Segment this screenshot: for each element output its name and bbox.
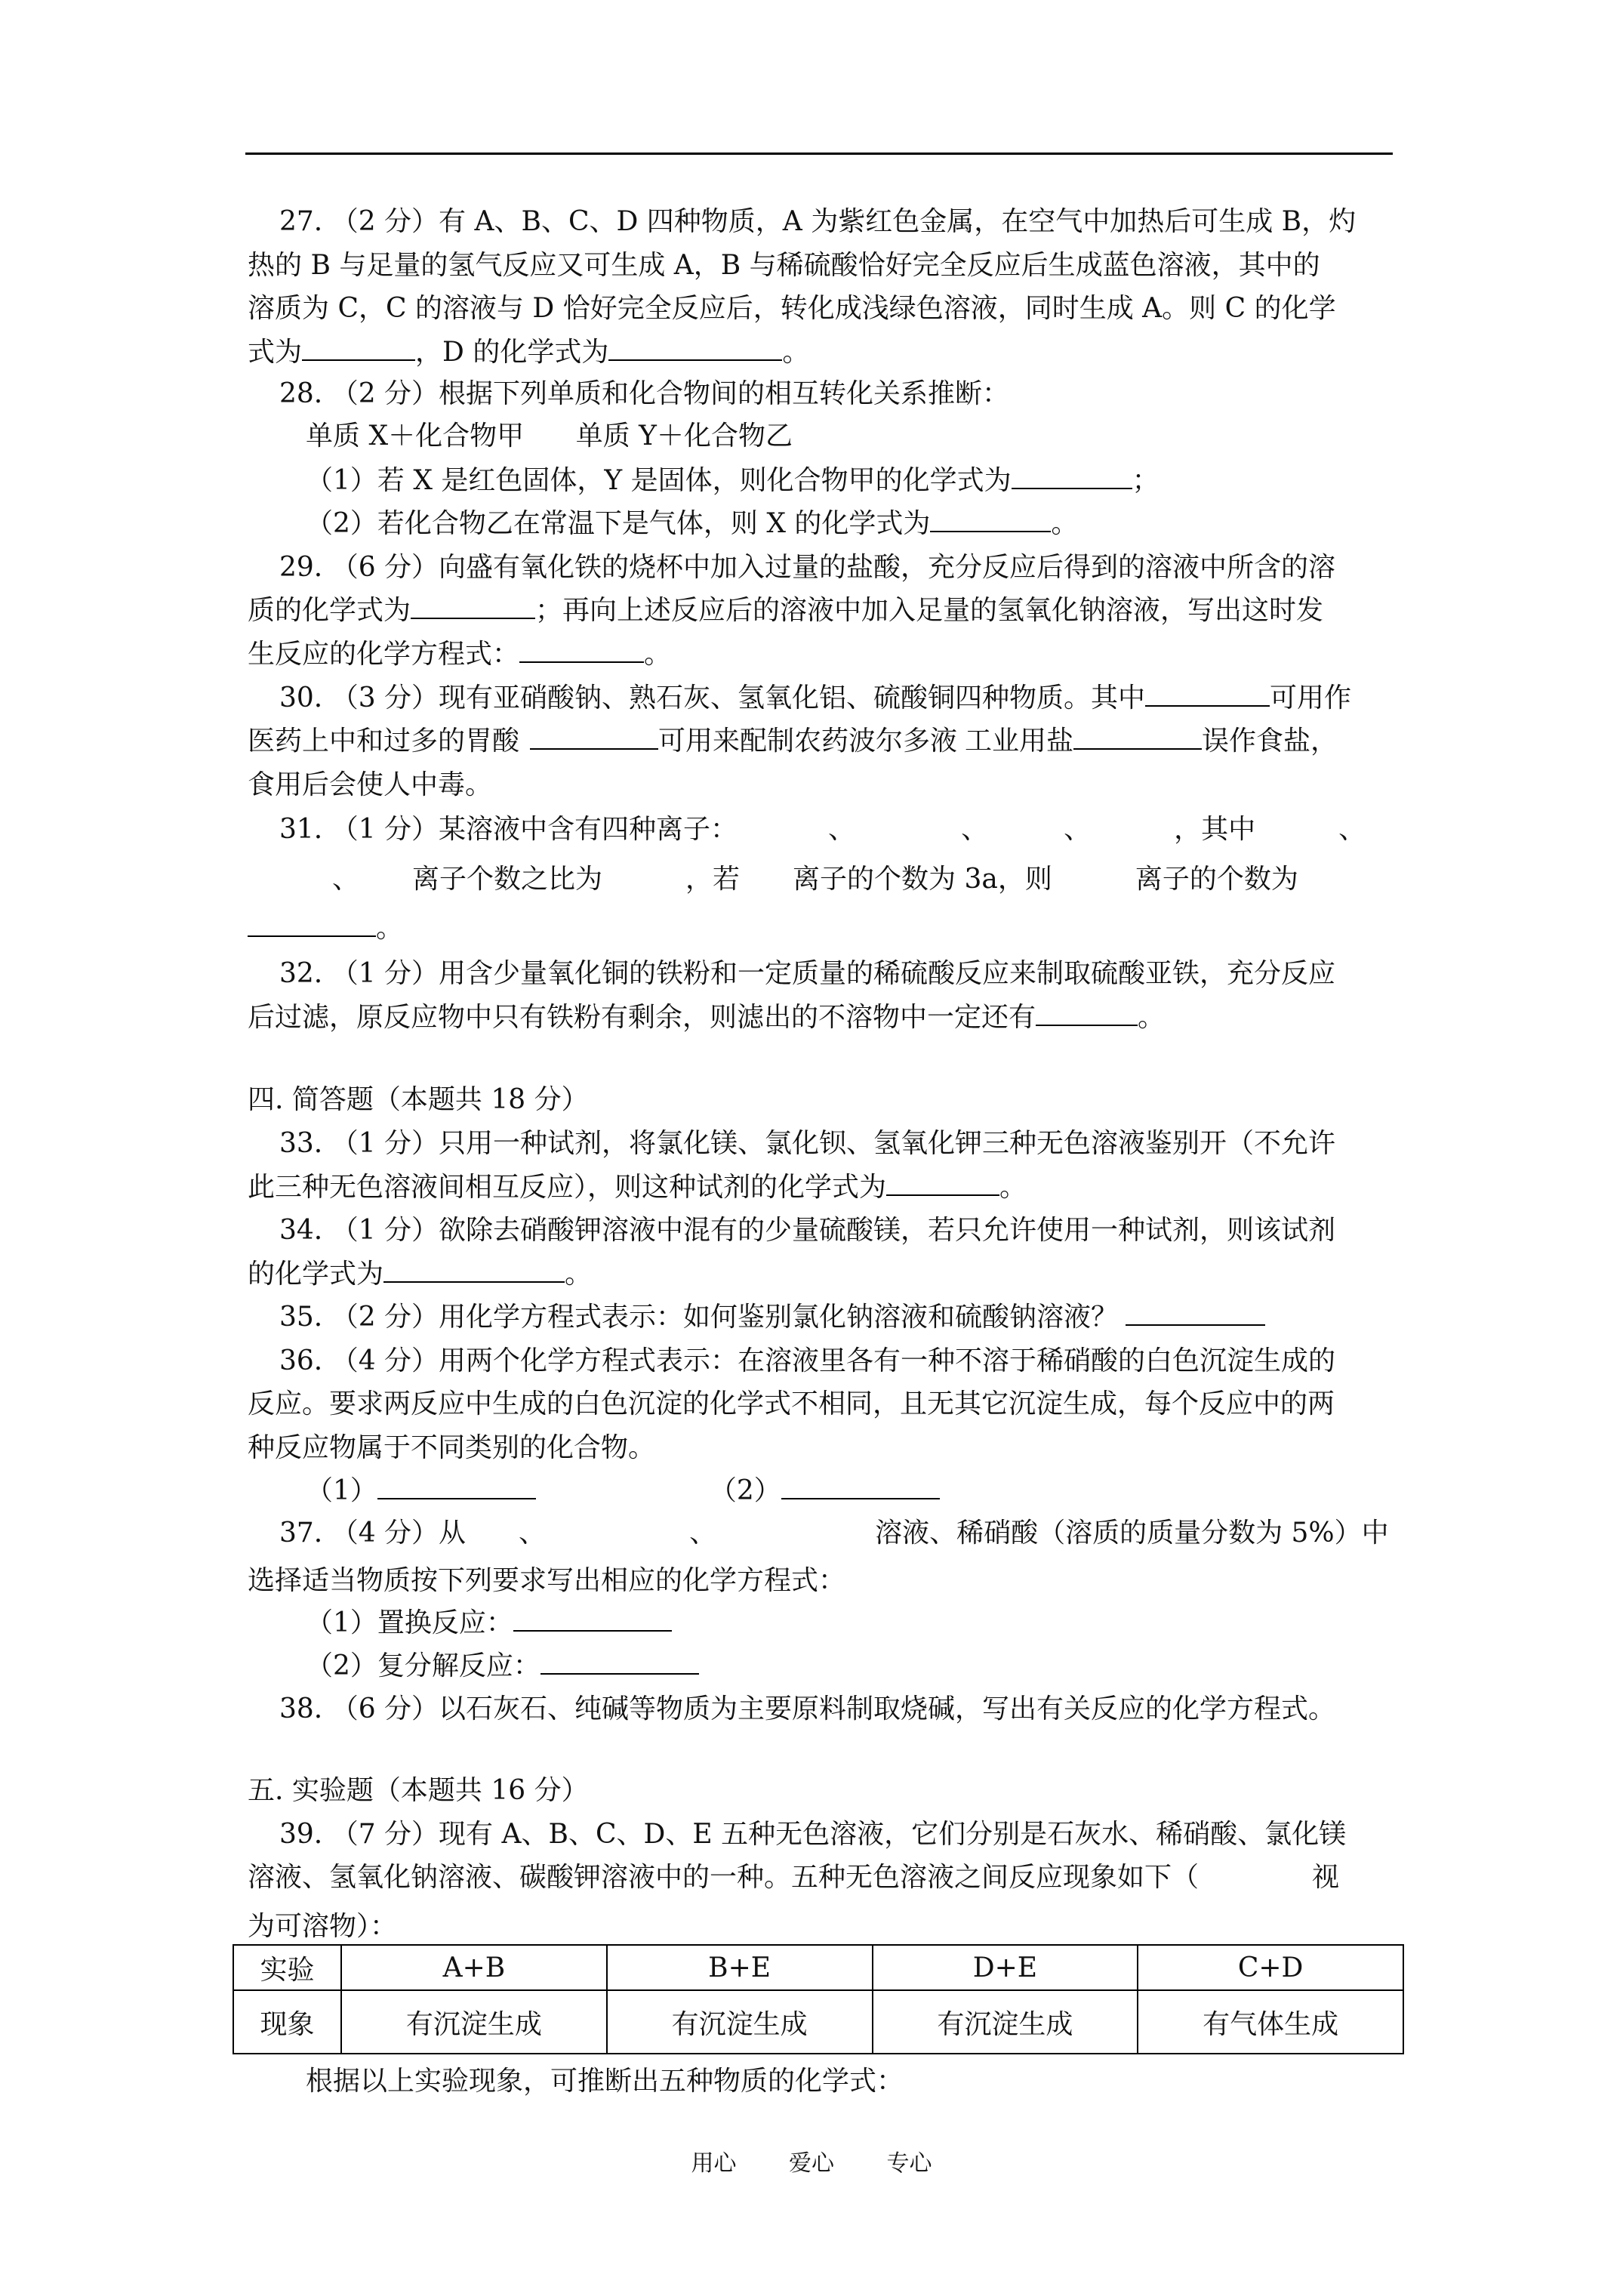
q31-text: 31. （1 分）某溶液中含有四种离子： (279, 814, 738, 845)
q30-line1 (279, 682, 1351, 715)
q39-line2 (248, 1861, 1339, 1894)
table-cell: 实验 (233, 1945, 341, 1990)
q32-text: 后过滤，原反应物中只有铁粉有剩余，则滤出的不溶物中一定还有 (248, 1002, 1036, 1033)
q31-text: 离子个数之比为 (412, 864, 603, 895)
q27-text: 。 (782, 337, 810, 368)
q28-line2: 单质 X＋化合物甲 单质 Y＋化合物乙 (306, 421, 793, 451)
answer-blank[interactable] (781, 1475, 940, 1499)
q33-text: 。 (999, 1172, 1027, 1203)
q30-text: 30. （3 分）现有亚硝酸钠、熟石灰、氢氧化铝、硫酸铜四种物质。其中 (279, 683, 1146, 713)
answer-blank[interactable] (302, 337, 415, 361)
table-cell: C+D (1138, 1945, 1403, 1990)
q37-line3 (306, 1607, 672, 1640)
section-5-heading: 五. 实验题（本题共 16 分） (248, 1775, 589, 1806)
q37-text: 、 (689, 1518, 717, 1549)
q29-text: ；再向上述反应后的溶液中加入足量的氢氧化钠溶液，写出这时发 (535, 595, 1324, 626)
answer-blank[interactable] (1012, 465, 1132, 489)
q32-text: 。 (1138, 1002, 1166, 1033)
answer-blank[interactable] (886, 1172, 999, 1196)
q38-line1: 38. （6 分）以石灰石、纯碱等物质为主要原料制取烧碱，写出有关反应的化学方程式。 (279, 1693, 1336, 1724)
q28-text: （1）若 X 是红色固体，Y 是固体，则化合物甲的化学式为 (306, 465, 1012, 496)
q29-line1: 29. （6 分）向盛有氧化铁的烧杯中加入过量的盐酸，充分反应后得到的溶液中所含的溶 (279, 552, 1336, 583)
answer-blank[interactable] (519, 639, 644, 663)
experiment-table (233, 1944, 1404, 2054)
table-cell: 现象 (233, 1990, 341, 2054)
q33-line2 (248, 1171, 1027, 1204)
q29-line3 (248, 638, 671, 671)
q37-line1 (279, 1517, 1389, 1550)
table-cell: D+E (873, 1945, 1138, 1990)
q32-line2 (248, 1001, 1165, 1034)
q37-text: （2）复分解反应： (306, 1650, 540, 1681)
q27-line1: 27. （2 分）有 A、B、C、D 四种物质，A 为紫红色金属，在空气中加热后可生成 B，灼 (279, 206, 1357, 237)
q30-text: 工业用盐 (965, 726, 1074, 757)
q36-line2: 反应。要求两反应中生成的白色沉淀的化学式不相同，且无其它沉淀生成，每个反应中的两 (248, 1388, 1335, 1419)
q32-line1: 32. （1 分）用含少量氧化铜的铁粉和一定质量的稀硫酸反应来制取硫酸亚铁，充分反应 (279, 958, 1336, 989)
q36-text: （2） (709, 1475, 781, 1506)
q30-text: 可用作 (1270, 683, 1352, 713)
q27-line3: 溶质为 C，C 的溶液与 D 恰好完全反应后，转化成浅绿色溶液，同时生成 A。则 C 的化学 (248, 293, 1336, 324)
table-cell: 有气体生成 (1138, 1990, 1403, 2054)
q31-text: 、 (961, 814, 989, 845)
answer-blank[interactable] (383, 1259, 565, 1283)
q30-text: 可用来配制农药波尔多液 (658, 726, 958, 757)
q28-line4 (306, 507, 1078, 541)
answer-blank[interactable] (1036, 1002, 1138, 1026)
q34-text: 的化学式为 (248, 1259, 384, 1290)
header-rule (245, 153, 1393, 155)
footer-text: 专心 (886, 2150, 932, 2177)
q27-line2: 热的 B 与足量的氢气反应又可生成 A，B 与稀硫酸恰好完全反应后生成蓝色溶液，其中的 (248, 250, 1320, 281)
q37-text: 溶液、稀硝酸（溶质的质量分数为 5%）中 (875, 1518, 1389, 1549)
q39-text: 溶液、氢氧化钠溶液、碳酸钾溶液中的一种。五种无色溶液之间反应现象如下（ (248, 1862, 1200, 1893)
table-cell: A+B (341, 1945, 607, 1990)
q31-text: 离子的个数为 3a，则 (793, 864, 1052, 895)
q37-text: （1）置换反应： (306, 1607, 513, 1638)
q34-line1: 34. （1 分）欲除去硝酸钾溶液中混有的少量硫酸镁，若只允许使用一种试剂，则该试剂 (279, 1215, 1336, 1246)
q36-line3: 种反应物属于不同类别的化合物。 (248, 1432, 656, 1463)
footer-text: 用心 (691, 2150, 737, 2177)
answer-blank[interactable] (513, 1607, 672, 1632)
answer-blank[interactable] (377, 1475, 536, 1499)
q34-text: 。 (565, 1259, 593, 1290)
q31-line1 (279, 813, 1366, 846)
q37-text: 、 (519, 1518, 547, 1549)
q28-text: ； (1132, 465, 1160, 496)
table-row (233, 1990, 1403, 2054)
q28-line1: 28. （2 分）根据下列单质和化合物间的相互转化关系推断： (279, 378, 1010, 409)
answer-blank[interactable] (1126, 1302, 1265, 1326)
section-4-heading: 四. 简答题（本题共 18 分） (248, 1084, 589, 1115)
q29-text: 生反应的化学方程式： (248, 639, 520, 670)
q31-text: 、 (1064, 814, 1092, 845)
q30-line3: 食用后会使人中毒。 (248, 769, 493, 800)
q31-line3 (248, 912, 403, 945)
q36-text: （1） (306, 1475, 377, 1506)
q29-text: 。 (644, 639, 672, 670)
answer-blank[interactable] (540, 1650, 699, 1675)
q30-text: 误作食盐， (1202, 726, 1338, 757)
q27-text: 式为 (248, 337, 303, 368)
answer-blank[interactable] (248, 913, 376, 937)
q29-text: 质的化学式为 (248, 595, 411, 626)
answer-blank[interactable] (1073, 726, 1202, 750)
q34-line2 (248, 1258, 592, 1291)
q31-line2 (332, 863, 1298, 896)
footer-text: 爱心 (789, 2150, 834, 2177)
q31-text: 、 (828, 814, 856, 845)
q35-text: 35. （2 分）用化学方程式表示：如何鉴别氯化钠溶液和硫酸钠溶液？ (279, 1302, 1119, 1333)
table-cell: 有沉淀生成 (341, 1990, 607, 2054)
table-cell: 有沉淀生成 (873, 1990, 1138, 2054)
q37-line4 (306, 1650, 699, 1683)
q31-text: 、 (1338, 814, 1366, 845)
q37-line2: 选择适当物质按下列要求写出相应的化学方程式： (248, 1565, 846, 1596)
q30-text: 医药上中和过多的胃酸 (248, 726, 520, 757)
q28-text: （2）若化合物乙在常温下是气体，则 X 的化学式为 (306, 508, 931, 539)
q39-line1: 39. （7 分）现有 A、B、C、D、E 五种无色溶液，它们分别是石灰水、稀硝酸、氯化镁 (279, 1819, 1347, 1850)
q33-text: 此三种无色溶液间相互反应），则这种试剂的化学式为 (248, 1172, 887, 1203)
q36-line1: 36. （4 分）用两个化学方程式表示：在溶液里各有一种不溶于稀硝酸的白色沉淀生成的 (279, 1345, 1336, 1376)
q37-text: 37. （4 分）从 (279, 1518, 467, 1549)
q39-line3: 为可溶物）： (248, 1911, 398, 1942)
answer-blank[interactable] (608, 337, 782, 361)
q28-text: 。 (1051, 508, 1079, 539)
q29-line2 (248, 594, 1323, 627)
table-cell: 有沉淀生成 (607, 1990, 873, 2054)
q27-line4 (248, 336, 809, 369)
table-header-row (233, 1945, 1403, 1990)
q39-after-table: 根据以上实验现象，可推断出五种物质的化学式： (306, 2066, 904, 2097)
q35-line1 (279, 1301, 1265, 1334)
q27-text: ，D 的化学式为 (415, 337, 609, 368)
table-cell: B+E (607, 1945, 873, 1990)
answer-blank[interactable] (411, 595, 535, 619)
q36-line4 (306, 1475, 940, 1508)
answer-blank[interactable] (1145, 683, 1270, 707)
page-footer (0, 2144, 1623, 2177)
q31-text: 离子的个数为 (1135, 864, 1298, 895)
q39-text: 视 (1312, 1862, 1340, 1893)
q28-line3 (306, 464, 1160, 498)
q31-text: 。 (376, 913, 404, 944)
q30-line2 (248, 725, 1338, 758)
q31-text: ，若 (685, 864, 741, 895)
q31-text: ，其中 (1174, 814, 1256, 845)
q33-line1: 33. （1 分）只用一种试剂，将氯化镁、氯化钡、氢氧化钾三种无色溶液鉴别开（不允许 (279, 1128, 1336, 1159)
answer-blank[interactable] (930, 508, 1051, 532)
answer-blank[interactable] (530, 726, 658, 750)
q31-text: 、 (332, 864, 360, 895)
